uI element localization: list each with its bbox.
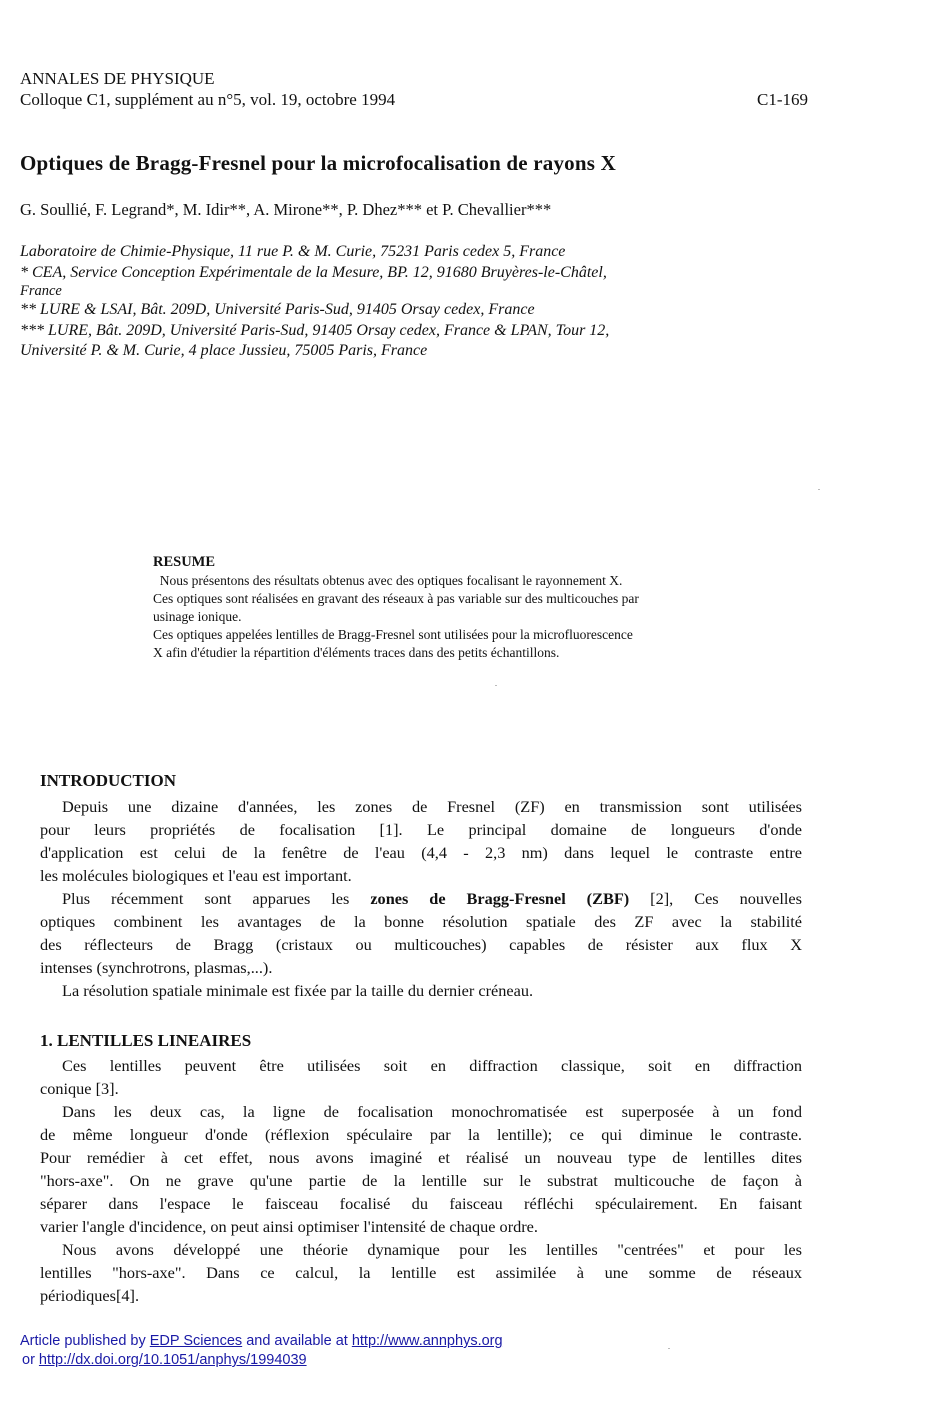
affiliation-line: Laboratoire de Chimie-Physique, 11 rue P. & M. Curie, 75231 Paris cedex 5, France (20, 243, 566, 260)
footer-line-2 (20, 1351, 503, 1370)
doi-link[interactable]: http://dx.doi.org/10.1051/anphys/1994039 (38, 1352, 307, 1368)
paragraph-line: les molécules biologiques et l'eau est important. (40, 866, 352, 885)
abstract-heading: RESUME (153, 554, 216, 570)
paragraph-line: Pour remédier à cet effet, nous avons imaginé et réalisé un nouveau type de lentilles dites (40, 1148, 802, 1167)
footer-text: and available at (242, 1333, 352, 1349)
author-list: G. Soullié, F. Legrand*, M. Idir**, A. Mirone**, P. Dhez*** et P. Chevallier*** (20, 200, 552, 219)
section-1-body (40, 1054, 802, 1307)
issue-info: Colloque C1, supplément au n°5, vol. 19, octobre 1994 (20, 90, 396, 109)
publisher-link[interactable]: EDP Sciences (149, 1333, 243, 1349)
paragraph-line: optiques combinent les avantages de la bonne résolution spatiale des ZF avec la stabilité (40, 912, 802, 931)
paragraph-line: de même longueur d'onde (réflexion spéculaire par la lentille); ce qui diminue le contraste. (40, 1125, 802, 1144)
bragg-sentence-ref: [2], (629, 889, 695, 908)
paragraph-line (40, 887, 802, 910)
publication-footer (20, 1332, 503, 1370)
bragg-sentence-start: Plus récemment sont apparues les (62, 889, 371, 908)
footer-text: or (22, 1352, 39, 1368)
footer-text: Article published by (20, 1333, 150, 1349)
paragraph-line: périodiques[4]. (40, 1286, 140, 1305)
footer-line-1 (20, 1332, 503, 1351)
paragraph-line: intenses (synchrotrons, plasmas,...). (40, 958, 273, 977)
scan-speck (495, 685, 497, 686)
paragraph-line: pour leurs propriétés de focalisation [1]. Le principal domaine de longueurs d'onde (40, 820, 802, 839)
paragraph-line: conique [3]. (40, 1079, 119, 1098)
abstract (153, 553, 639, 662)
affiliations (20, 242, 609, 362)
affiliation-line: Université P. & M. Curie, 4 place Jussieu, 75005 Paris, France (20, 342, 428, 359)
abstract-line: Ces optiques appelées lentilles de Bragg-Fresnel sont utilisées pour la microfluorescence (153, 627, 633, 642)
bragg-fresnel-term: zones de Bragg-Fresnel (ZBF) (370, 889, 630, 908)
scan-speck (668, 1348, 670, 1349)
section-1-heading: 1. LENTILLES LINEAIRES (40, 1031, 252, 1050)
journal-name: ANNALES DE PHYSIQUE (20, 69, 215, 88)
affiliation-line: *** LURE, Bât. 209D, Université Paris-Sud, 91405 Orsay cedex, France & LPAN, Tour 12, (20, 321, 610, 339)
paragraph-line: des réflecteurs de Bragg (cristaux ou multicouches) capables de résister aux flux X (40, 935, 802, 954)
abstract-line: X afin d'étudier la répartition d'éléments traces dans des petits échantillons. (153, 645, 560, 660)
abstract-line: Nous présentons des résultats obtenus avec des optiques focalisant le rayonnement X. (153, 573, 623, 588)
paragraph-line: d'application est celui de la fenêtre de l'eau (4,4 - 2,3 nm) dans lequel le contraste entre (40, 843, 802, 862)
paragraph-line: La résolution spatiale minimale est fixée par la taille du dernier créneau. (62, 981, 534, 1000)
page-identifier: C1-169 (757, 90, 808, 109)
paragraph-line: Nous avons développé une théorie dynamique pour les lentilles "centrées" et pour les (62, 1240, 802, 1259)
site-link[interactable]: http://www.annphys.org (351, 1333, 503, 1349)
abstract-line: Ces optiques sont réalisées en gravant des réseaux à pas variable sur des multicouches par (153, 591, 639, 606)
paragraph-line: "hors-axe". On ne grave qu'une partie de la lentille sur le substrat multicouche de façon à (40, 1171, 802, 1190)
abstract-line: usinage ionique. (153, 609, 242, 624)
paragraph-line: Depuis une dizaine d'années, les zones de Fresnel (ZF) en transmission sont utilisées (62, 797, 802, 816)
paragraph-line: séparer dans l'espace le faisceau focalisé du faisceau réfléchi spéculairement. En faisant (40, 1194, 802, 1213)
affiliation-line: * CEA, Service Conception Expérimentale de la Mesure, BP. 12, 91680 Bruyères-le-Châtel, (20, 263, 607, 281)
paragraph-line: Ces lentilles peuvent être utilisées soit en diffraction classique, soit en diffraction (62, 1056, 802, 1075)
paragraph-line: varier l'angle d'incidence, on peut ainsi optimiser l'intensité de chaque ordre. (40, 1217, 538, 1236)
bragg-sentence-end: Ces nouvelles (694, 889, 802, 908)
paragraph-line: Dans les deux cas, la ligne de focalisation monochromatisée est superposée à un fond (62, 1102, 802, 1121)
affiliation-line: ** LURE & LSAI, Bât. 209D, Université Paris-Sud, 91405 Orsay cedex, France (20, 301, 535, 318)
introduction-heading: INTRODUCTION (40, 771, 177, 790)
paragraph-line: lentilles "hors-axe". Dans ce calcul, la lentille est assimilée à une somme de réseaux (40, 1263, 802, 1282)
introduction-body (40, 795, 802, 1002)
affiliation-line: France (20, 283, 62, 299)
scan-speck (818, 489, 820, 490)
paper-title: Optiques de Bragg-Fresnel pour la microfocalisation de rayons X (20, 151, 616, 175)
